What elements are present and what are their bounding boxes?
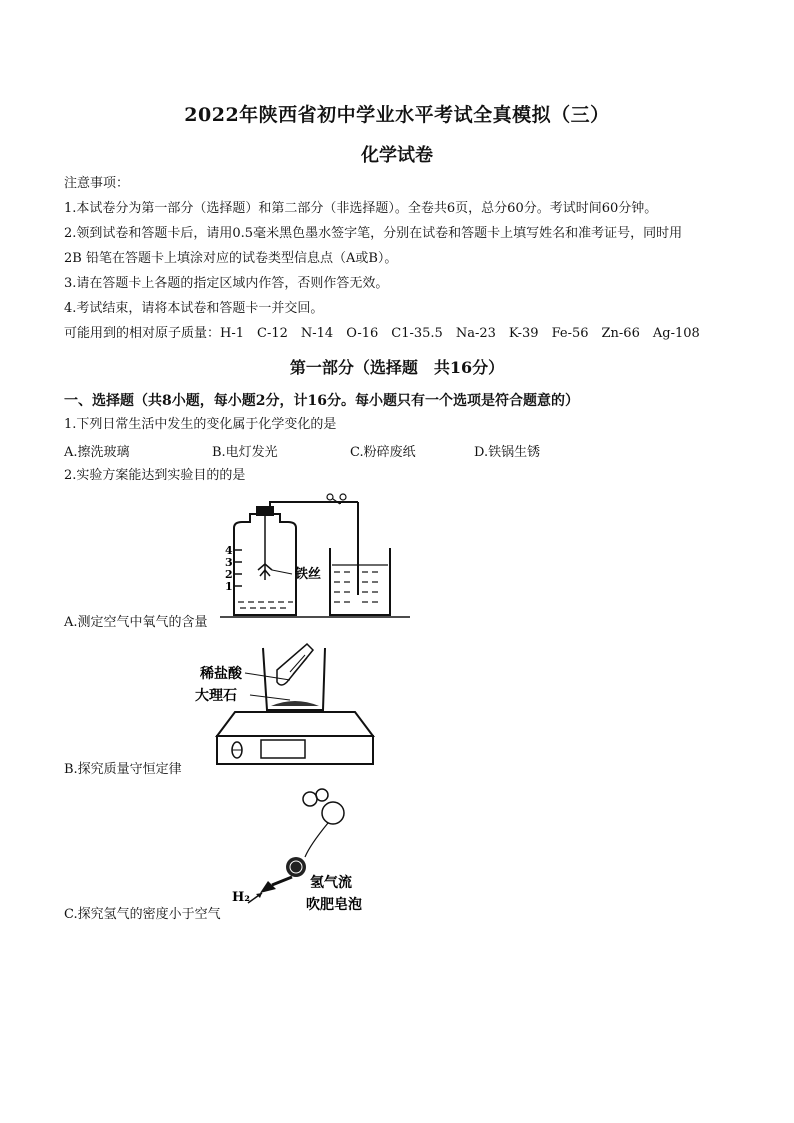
scale-4: 4 <box>225 544 233 557</box>
note-item-2: 2.领到试卷和答题卡后，请用0.5毫米黑色墨水签字笔，分别在试卷和答题卡上填写姓名和准考证号，同时用 <box>64 226 683 241</box>
paper-title: 2022年陕西省初中学业水平考试全真模拟（三） <box>184 104 610 126</box>
part1-heading: 第一部分（选择题 共16分） <box>289 358 505 377</box>
note-item-4: 3.请在答题卡上各题的指定区域内作答，否则作答无效。 <box>64 276 389 291</box>
question-2-stem: 2.实验方案能达到实验目的的是 <box>64 468 246 483</box>
q2-option-c: C.探究氢气的密度小于空气 <box>64 907 221 922</box>
hydrogen-flow-label: 氢气流 <box>310 875 352 891</box>
note-item-3: 2B 铅笔在答题卡上填涂对应的试卷类型信息点（A或B）。 <box>64 251 398 266</box>
q1-option-a: A.擦洗玻璃 <box>64 445 130 460</box>
iron-wire-label: 铁丝 <box>295 567 322 582</box>
paper-subtitle: 化学试卷 <box>361 145 433 166</box>
h2-label: H₂ <box>232 890 250 905</box>
q2-option-b: B.探究质量守恒定律 <box>64 762 182 777</box>
note-item-1: 1.本试卷分为第一部分（选择题）和第二部分（非选择题）。全卷共6页，总分60分。考试时间60分钟。 <box>64 201 658 216</box>
figure-a-apparatus <box>220 490 410 625</box>
q1-option-c: C.粉碎废纸 <box>350 445 416 460</box>
q1-option-b: B.电灯发光 <box>212 445 278 460</box>
q1-option-d: D.铁锅生锈 <box>474 445 541 460</box>
note-item-5: 4.考试结束，请将本试卷和答题卡一并交回。 <box>64 301 324 316</box>
marble-label: 大理石 <box>195 688 237 704</box>
atomic-mass-line: 可能用到的相对原子质量：H-1 C-12 N-14 O-16 C1-35.5 Na-23 K-39 Fe-56 Zn-66 Ag-108 <box>64 326 700 341</box>
scale-1: 1 <box>225 580 233 593</box>
q2-option-a: A.测定空气中氧气的含量 <box>64 615 208 630</box>
blow-bubble-label: 吹肥皂泡 <box>306 897 362 913</box>
scale-3: 3 <box>225 556 233 569</box>
notes-heading: 注意事项： <box>64 176 130 191</box>
question-1-stem: 1.下列日常生活中发生的变化属于化学变化的是 <box>64 417 337 432</box>
figure-c-apparatus <box>230 785 390 920</box>
dilute-hcl-label: 稀盐酸 <box>200 666 242 682</box>
scale-2: 2 <box>225 568 233 581</box>
figure-b-apparatus <box>195 640 385 765</box>
part1-instructions: 一、选择题（共8小题，每小题2分，计16分。每小题只有一个选项是符合题意的） <box>64 393 579 409</box>
